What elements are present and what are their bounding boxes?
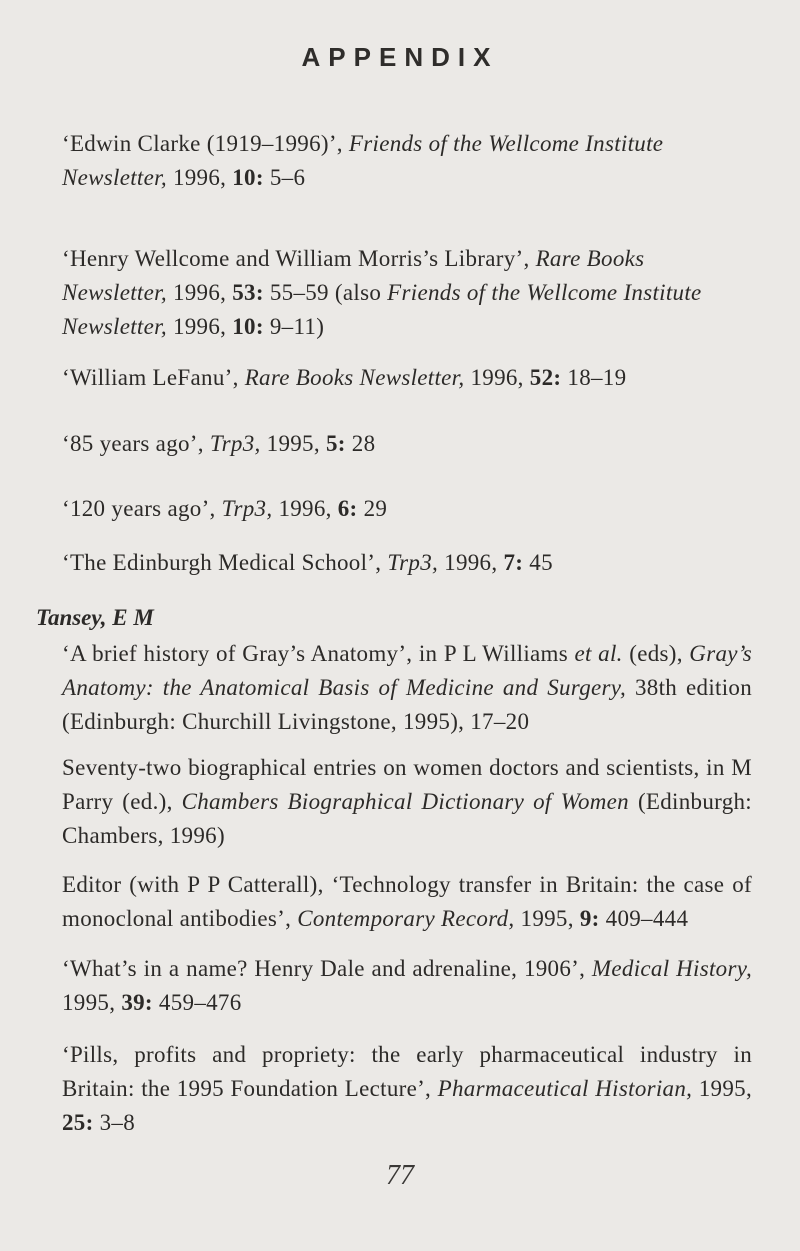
running-head: APPENDIX — [301, 42, 499, 72]
bibliography-entry-grays-anatomy: ‘A brief history of Gray’s Anatomy’, in P L Williams et al. (eds), Gray’s Anatomy: the Anatomical Basis of Medicine and Surgery, 38th edition (Edinburgh: Churchill Livingstone, 1995), 17–20 — [62, 641, 752, 734]
page-number: 77 — [386, 1160, 414, 1191]
bibliography-entry-edwin-clarke: ‘Edwin Clarke (1919–1996)’, Friends of the Wellcome Institute Newsletter, 1996, 10: 5–6 — [62, 131, 664, 190]
bibliography-entry-henry-dale: ‘What’s in a name? Henry Dale and adrenaline, 1906’, Medical History, 1995, 39: 459–476 — [62, 956, 753, 1015]
bibliography-entry-85-years: ‘85 years ago’, Trp3, 1995, 5: 28 — [62, 431, 376, 456]
bibliography-entry-120-years: ‘120 years ago’, Trp3, 1996, 6: 29 — [62, 496, 388, 521]
bibliography-entry-henry-wellcome: ‘Henry Wellcome and William Morris’s Library’, Rare Books Newsletter, 1996, 53: 55–59 (also Friends of the Wellcome Institute Newsletter, 1996, 10: 9–11) — [62, 246, 702, 339]
author-heading: Tansey, E M — [36, 605, 154, 630]
bibliography-entry-women-doctors: Seventy-two biographical entries on women doctors and scientists, in M Parry (ed.), Chambers Biographical Dictionary of Women (Edinburgh: Chambers, 1996) — [62, 755, 752, 848]
bibliography-entry-pills-profits: ‘Pills, profits and propriety: the early pharmaceutical industry in Britain: the 1995 Foundation Lecture’, Pharmaceutical Historian, 1995, 25: 3–8 — [62, 1042, 752, 1135]
bibliography-entry-edinburgh-medical-school: ‘The Edinburgh Medical School’, Trp3, 1996, 7: 45 — [62, 550, 553, 575]
bibliography-entry-william-lefanu: ‘William LeFanu’, Rare Books Newsletter, 1996, 52: 18–19 — [62, 365, 627, 390]
bibliography-entry-technology-transfer: Editor (with P P Catterall), ‘Technology transfer in Britain: the case of monoclonal antibodies’, Contemporary Record, 1995, 9: 409–444 — [62, 872, 752, 931]
